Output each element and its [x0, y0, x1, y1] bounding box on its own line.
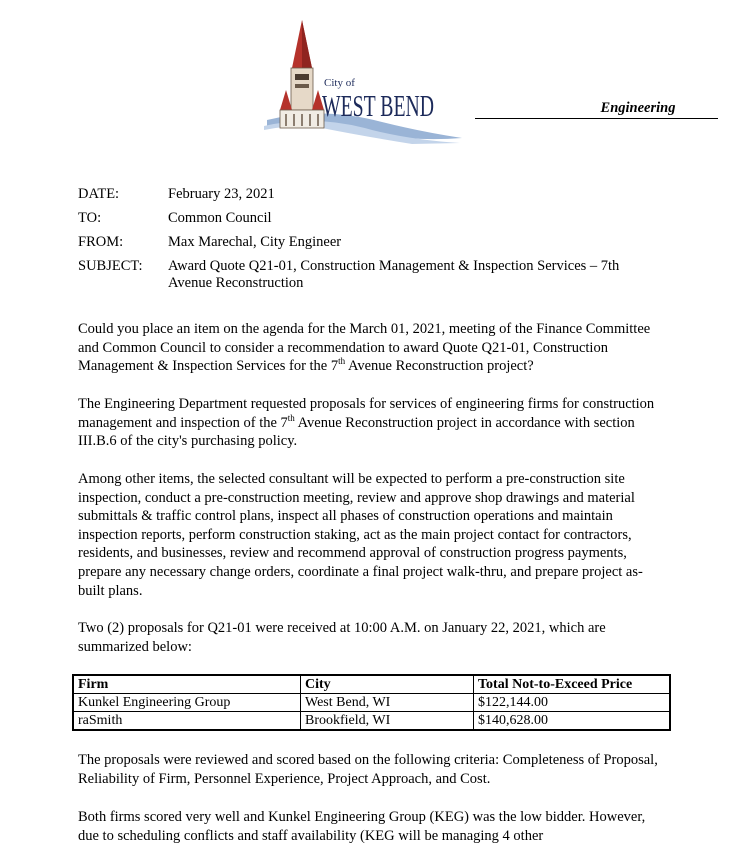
- memo-to-row: [78, 210, 678, 227]
- paragraph-proposal-request: [78, 395, 668, 451]
- logo-big-text: WEST BEND: [322, 88, 434, 123]
- price-cell: $122,144.00: [474, 694, 670, 712]
- firm-cell: raSmith: [74, 712, 301, 730]
- paragraph-agenda-request: [78, 320, 668, 376]
- p1-text-a: Could you place an item on the agenda for the March 01, 2021, meeting of the Finance Committee and Common Council to consider a recommendation to award Quote Q21-01, Construction Management & Inspection Services for the 7: [78, 321, 651, 375]
- department-name: Engineering: [600, 100, 676, 116]
- table-row: [74, 712, 670, 730]
- city-cell: West Bend, WI: [301, 694, 474, 712]
- from-value: Max Marechal, City Engineer: [168, 234, 342, 250]
- department-header: [475, 100, 718, 119]
- city-hall-tower-icon: [262, 10, 472, 145]
- price-cell: $140,628.00: [474, 712, 670, 730]
- col-firm-header: Firm: [74, 676, 301, 694]
- subject-line-1: Award Quote Q21-01, Construction Management & Inspection Services – 7th: [168, 258, 620, 274]
- table-header-row: [74, 676, 670, 694]
- p1-superscript: th: [338, 356, 346, 367]
- paragraph-proposals-received: Two (2) proposals for Q21-01 were received at 10:00 A.M. on January 22, 2021, which are summarized below:: [78, 620, 606, 655]
- city-cell: Brookfield, WI: [301, 712, 474, 730]
- p2-text-a: The Engineering Department requested proposals for services of engineering firms for construction management and inspection of the 7: [78, 396, 655, 431]
- from-label: FROM:: [78, 234, 124, 250]
- col-city-header: City: [301, 676, 474, 694]
- paragraph-scoring-criteria: The proposals were reviewed and scored based on the following criteria: Completeness of Proposal, Reliability of Firm, Personnel Experience, Project Approach, and Cost.: [78, 752, 658, 787]
- paragraph-evaluation-result: Both firms scored very well and Kunkel Engineering Group (KEG) was the low bidder. However, due to scheduling conflicts and staff availability (KEG will be managing 4 other: [78, 809, 646, 844]
- memo-from-row: [78, 234, 678, 251]
- date-value: February 23, 2021: [168, 186, 275, 202]
- p1-text-b: Avenue Reconstruction project?: [345, 358, 534, 375]
- memo-date-row: [78, 186, 678, 203]
- to-value: Common Council: [168, 210, 272, 226]
- p2-text-b: Avenue Reconstruction project in accordance with section III.B.6 of the city's purchasing policy.: [78, 414, 635, 450]
- p2-superscript: th: [287, 412, 295, 423]
- subject-line-2: Avenue Reconstruction: [168, 275, 304, 291]
- col-price-header: Total Not-to-Exceed Price: [474, 676, 670, 694]
- date-label: DATE:: [78, 186, 120, 202]
- memo-subject-row: [78, 258, 678, 292]
- subject-value: [168, 258, 668, 292]
- table-row: [74, 694, 670, 712]
- logo-small-text: City of: [324, 77, 355, 89]
- firm-cell: Kunkel Engineering Group: [74, 694, 301, 712]
- to-label: TO:: [78, 210, 102, 226]
- paragraph-consultant-duties: Among other items, the selected consultant will be expected to perform a pre-construction site inspection, conduct a pre-construction meeting, review and approve shop drawings and material submittals & traffic control plans, inspect all phases of construction operations and maintain inspection reports, perform construction staking, act as the main project contact for contractors, residents, and businesses, review and recommend approval of construction progress payments, prepare any necessary change orders, coordinate a final project walk-thru, and prepare project as-built plans.: [78, 471, 643, 599]
- city-logo: [262, 10, 472, 145]
- memo-header: [78, 186, 678, 299]
- subject-label: SUBJECT:: [78, 258, 143, 274]
- bids-table: [73, 675, 670, 730]
